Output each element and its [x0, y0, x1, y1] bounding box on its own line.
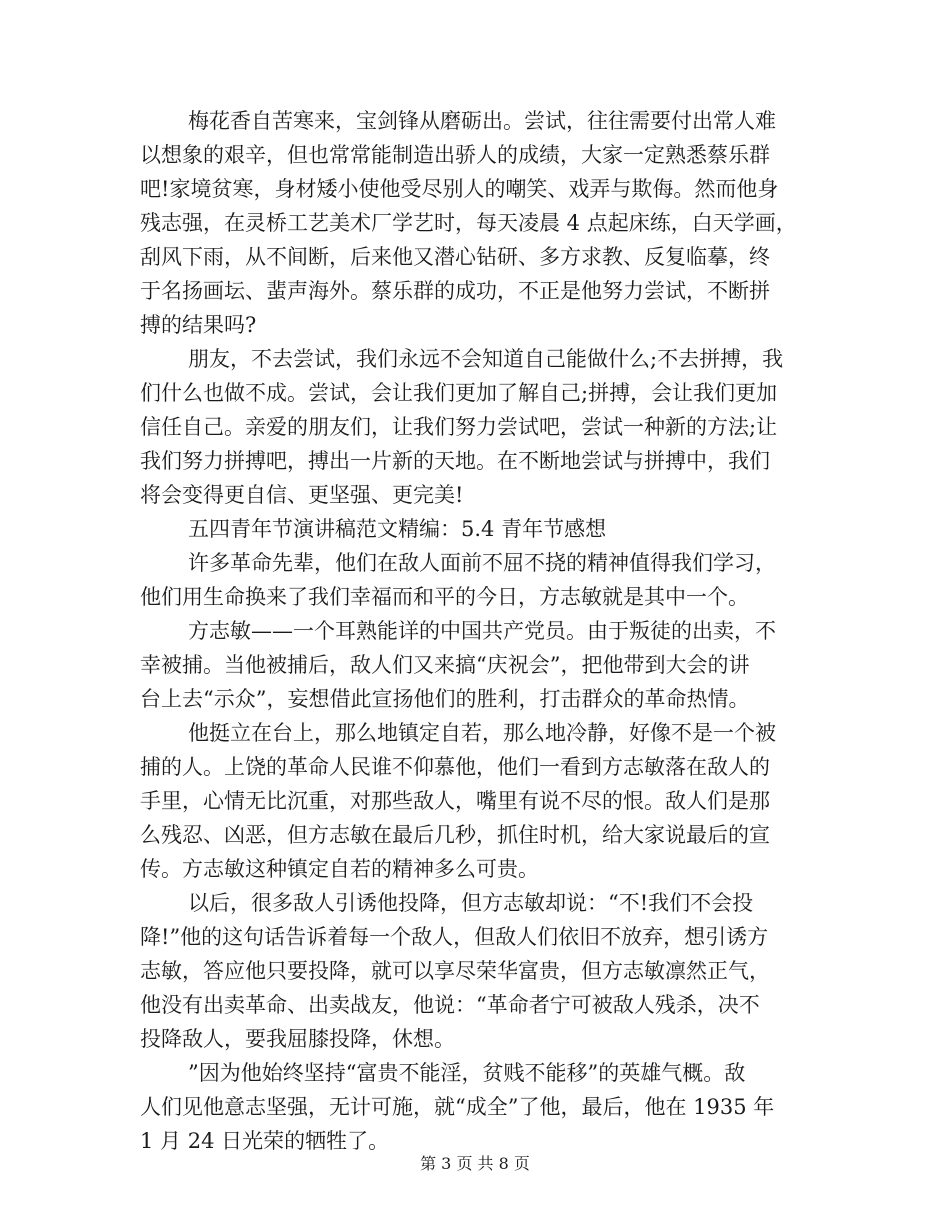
paragraph-line: 台上去“示众”，妄想借此宣扬他们的胜利，打击群众的革命热情。: [140, 687, 750, 711]
paragraph-line: 信任自己。亲爱的朋友们，让我们努力尝试吧，尝试一种新的方法;让: [140, 415, 778, 439]
paragraph-line: 么残忍、凶恶，但方志敏在最后几秒，抓住时机，给大家说最后的宣: [140, 823, 770, 847]
paragraph-line: 他们用生命换来了我们幸福而和平的今日，方志敏就是其中一个。: [140, 585, 749, 609]
paragraph-line: 们什么也做不成。尝试，会让我们更加了解自己;拼搏，会让我们更加: [140, 381, 778, 405]
paragraph-line: 方志敏——一个耳熟能详的中国共产党员。由于叛徒的出卖，不: [188, 619, 776, 643]
document-body: [140, 104, 812, 1158]
paragraph-line: 幸被捕。当他被捕后，敌人们又来搞“庆祝会”，把他带到大会的讲: [140, 653, 750, 677]
paragraph-line: 捕的人。上饶的革命人民谁不仰慕他，他们一看到方志敏落在敌人的: [140, 755, 770, 779]
paragraph-line: 我们努力拼搏吧，搏出一片新的天地。在不断地尝试与拼搏中，我们: [140, 449, 770, 473]
paragraph-line: 人们见他意志坚强，无计可施，就“成全”了他，最后，他在 1935 年: [140, 1095, 775, 1119]
paragraph-line: 梅花香自苦寒来，宝剑锋从磨砺出。尝试，往往需要付出常人难: [188, 109, 776, 133]
paragraph-line: 于名扬画坛、蜚声海外。蔡乐群的成功，不正是他努力尝试，不断拼: [140, 279, 770, 303]
paragraph-line: 1 月 24 日光荣的牺牲了。: [140, 1129, 390, 1153]
paragraph-line: 将会变得更自信、更坚强、更完美!: [140, 483, 464, 507]
paragraph-line: 以后，很多敌人引诱他投降，但方志敏却说：“不!我们不会投: [188, 891, 754, 915]
paragraph-line: 残志强，在灵桥工艺美术厂学艺时，每天凌晨 4 点起床练，白天学画，: [140, 211, 797, 235]
section-heading: 五四青年节演讲稿范文精编：5.4 青年节感想: [188, 517, 607, 541]
paragraph-line: 手里，心情无比沉重，对那些敌人，嘴里有说不尽的恨。敌人们是那: [140, 789, 770, 813]
paragraph-line: 投降敌人，要我屈膝投降，休想。: [140, 1027, 455, 1051]
paragraph-line: ”因为他始终坚持“富贵不能淫，贫贱不能移”的英雄气概。敌: [188, 1061, 746, 1085]
page-number-footer: 第 3 页 共 8 页: [420, 1154, 530, 1173]
paragraph-line: 以想象的艰辛，但也常常能制造出骄人的成绩，大家一定熟悉蔡乐群: [140, 143, 770, 167]
paragraph-line: 志敏，答应他只要投降，就可以享尽荣华富贵，但方志敏凛然正气，: [140, 959, 770, 983]
paragraph-line: 传。方志敏这种镇定自若的精神多么可贵。: [140, 857, 539, 881]
paragraph-line: 他没有出卖革命、出卖战友，他说：“革命者宁可被敌人残杀，决不: [140, 993, 760, 1017]
paragraph-line: 刮风下雨，从不间断，后来他又潜心钻研、多方求教、反复临摹，终: [140, 245, 770, 269]
paragraph-line: 吧!家境贫寒，身材矮小使他受尽别人的嘲笑、戏弄与欺侮。然而他身: [140, 177, 779, 201]
paragraph-line: 他挺立在台上，那么地镇定自若，那么地冷静，好像不是一个被: [188, 721, 776, 745]
paragraph-line: 降!”他的这句话告诉着每一个敌人，但敌人们依旧不放弃，想引诱方: [140, 925, 769, 949]
paragraph-line: 许多革命先辈，他们在敌人面前不屈不挠的精神值得我们学习，: [188, 551, 776, 575]
paragraph-line: 搏的结果吗?: [140, 313, 257, 337]
paragraph-line: 朋友，不去尝试，我们永远不会知道自己能做什么;不去拼搏，我: [188, 347, 784, 371]
